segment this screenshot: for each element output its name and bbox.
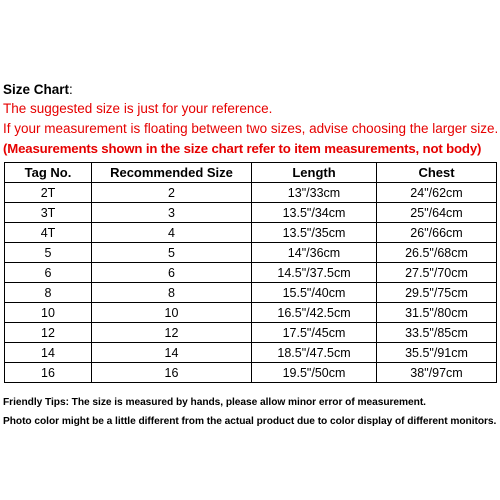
cell-tag-no: 14 <box>5 343 92 363</box>
cell-length: 14.5"/37.5cm <box>252 263 377 283</box>
cell-chest: 29.5"/75cm <box>377 283 497 303</box>
table-row <box>5 323 497 343</box>
cell-tag-no: 3T <box>5 203 92 223</box>
cell-recommended-size: 2 <box>92 183 252 203</box>
cell-recommended-size: 16 <box>92 363 252 383</box>
cell-length: 14"/36cm <box>252 243 377 263</box>
friendly-tips <box>3 393 500 431</box>
title-bold: Size Chart <box>3 82 70 97</box>
cell-recommended-size: 10 <box>92 303 252 323</box>
cell-chest: 33.5"/85cm <box>377 323 497 343</box>
tip-photo-color: Photo color might be a little different from the actual product due to color display of different monitors. <box>3 416 497 427</box>
cell-chest: 26.5"/68cm <box>377 243 497 263</box>
cell-chest: 26"/66cm <box>377 223 497 243</box>
cell-recommended-size: 4 <box>92 223 252 243</box>
cell-recommended-size: 14 <box>92 343 252 363</box>
header-recommended-size: Recommended Size <box>92 163 252 183</box>
cell-tag-no: 16 <box>5 363 92 383</box>
cell-chest: 25"/64cm <box>377 203 497 223</box>
table-row <box>5 303 497 323</box>
table-row <box>5 223 497 243</box>
cell-recommended-size: 8 <box>92 283 252 303</box>
cell-recommended-size: 5 <box>92 243 252 263</box>
cell-chest: 24"/62cm <box>377 183 497 203</box>
header-length: Length <box>252 163 377 183</box>
note-item-measurements: (Measurements shown in the size chart refer to item measurements, not body) <box>3 141 482 156</box>
cell-tag-no: 5 <box>5 243 92 263</box>
cell-recommended-size: 3 <box>92 203 252 223</box>
size-table <box>4 162 497 383</box>
cell-length: 16.5"/42.5cm <box>252 303 377 323</box>
header-tag-no: Tag No. <box>5 163 92 183</box>
cell-tag-no: 2T <box>5 183 92 203</box>
cell-length: 17.5"/45cm <box>252 323 377 343</box>
cell-chest: 27.5"/70cm <box>377 263 497 283</box>
cell-chest: 35.5"/91cm <box>377 343 497 363</box>
tip-measured-by-hands: Friendly Tips: The size is measured by hands, please allow minor error of measurement. <box>3 397 426 408</box>
cell-length: 13.5"/35cm <box>252 223 377 243</box>
note-reference: The suggested size is just for your reference. <box>3 101 273 116</box>
table-row <box>5 363 497 383</box>
cell-tag-no: 10 <box>5 303 92 323</box>
cell-chest: 31.5"/80cm <box>377 303 497 323</box>
table-header-row <box>5 163 497 183</box>
cell-tag-no: 6 <box>5 263 92 283</box>
cell-length: 18.5"/47.5cm <box>252 343 377 363</box>
table-row <box>5 343 497 363</box>
page-title <box>3 80 500 99</box>
cell-tag-no: 4T <box>5 223 92 243</box>
table-row <box>5 183 497 203</box>
header-chest: Chest <box>377 163 497 183</box>
cell-length: 15.5"/40cm <box>252 283 377 303</box>
title-colon: : <box>69 82 73 97</box>
table-row <box>5 263 497 283</box>
cell-recommended-size: 6 <box>92 263 252 283</box>
cell-recommended-size: 12 <box>92 323 252 343</box>
cell-tag-no: 12 <box>5 323 92 343</box>
table-row <box>5 203 497 223</box>
table-row <box>5 243 497 263</box>
size-chart-document <box>0 80 500 431</box>
cell-chest: 38"/97cm <box>377 363 497 383</box>
note-larger-size: If your measurement is floating between two sizes, advise choosing the larger size. <box>3 121 499 136</box>
cell-tag-no: 8 <box>5 283 92 303</box>
cell-length: 13"/33cm <box>252 183 377 203</box>
cell-length: 13.5"/34cm <box>252 203 377 223</box>
table-row <box>5 283 497 303</box>
cell-length: 19.5"/50cm <box>252 363 377 383</box>
